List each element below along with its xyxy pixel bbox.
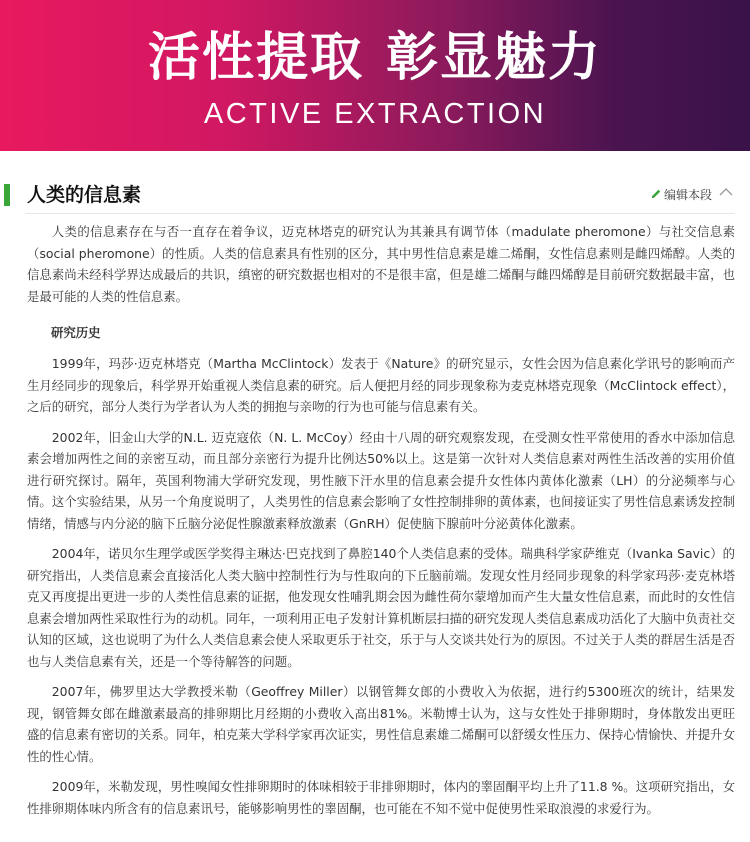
section-divider [25,213,735,214]
section-title: 人类的信息素 [27,184,142,206]
section-accent-bar [4,184,10,206]
intro-paragraph: 人类的信息素存在与否一直存在着争议，迈克林塔克的研究认为其兼具有调节体（madulate pheromone）与社交信息素（social pheromone）的性质。人类的信息素具有性别的区分，其中男性信息素是雄二烯酮，女性信息素则是雌四烯醇。人类的信息素尚未经科学界达成最后的共识，缜密的研究数据也相对的不是很丰富，但是雄二烯酮与雌四烯醇是目前研究数据最丰富，也是最可能的人类的性信息素。 [27,224,735,304]
pencil-icon [650,188,662,200]
edit-section-link[interactable] [650,187,712,203]
chevron-up-icon[interactable] [718,184,734,200]
banner-title-part2: 彰显魅力 [386,28,603,88]
history-paragraph-1999: 1999年，玛莎·迈克林塔克（Martha McClintock）发表于《Nature》的研究显示，女性会因为信息素化学讯号的影响而产生月经同步的现象后，科学界开始重视人类信息素的研究。后人便把月经的同步现象称为麦克林塔克现象（McClintock effect），之后的研究，部分人类行为学者认为人类的拥抱与亲吻的行为也可能与信息素有关。 [27,356,735,414]
history-paragraph-2004: 2004年，诺贝尔生理学或医学奖得主琳达·巴克找到了鼻腔140个人类信息素的受体。瑞典科学家萨维克（Ivanka Savic）的研究指出，人类信息素会直接活化人类大脑中控制性行为与性取向的下丘脑前端。发现女性月经同步现象的科学家玛莎·麦克林塔克又再度提出更进一步的人类性信息素的证据，他发现女性哺乳期会因为雌性荷尔蒙增加而产生大量女性信息素，而此时的女性信息素会增加两性采取性行为的动机。同年，一项利用正电子发射计算机断层扫描的研究发现人类信息素成功活化了大脑中负责社交认知的区域，这也说明了为什么人类信息素会使人采取更乐于社交，乐于与人交谈共处行为的原因。不过关于人类的群居生活是否也与人类信息素有关，还是一个等待解答的问题。 [27,546,735,669]
history-heading: 研究历史 [51,325,101,340]
banner [0,0,750,151]
banner-title [0,28,750,88]
section-header [0,180,750,212]
history-paragraph-2009: 2009年，米勒发现，男性嗅闻女性排卵期时的体味相较于非排卵期时，体内的睾固酮平均上升了11.8 %。这项研究指出，女性排卵期体味内所含有的信息素讯号，能够影响男性的睾固酮，也可能在不知不觉中促使男性采取浪漫的求爱行为。 [27,779,735,816]
banner-title-part1: 活性提取 [147,28,364,88]
banner-subtitle: ACTIVE EXTRACTION [203,98,547,130]
history-paragraph-2002: 2002年，旧金山大学的N.L. 迈克寇依（N. L. McCoy）经由十八周的研究观察发现，在受测女性平常使用的香水中添加信息素会增加两性之间的亲密互动，而且部分亲密行为提升比例达50%以上。这是第一次针对人类信息素对两性生活改善的实用价值进行研究探讨。隔年，英国利物浦大学研究发现，男性腋下汗水里的信息素会提升女性体内黄体化激素（LH）的分泌频率与心情。这个实验结果，从另一个角度说明了，人类男性的信息素会影响了女性控制排卵的黄体素，也间接证实了男性信息素诱发控制情绪，情感与内分泌的脑下丘脑分泌促性腺激素释放激素（GnRH）促使脑下腺前叶分泌黄体化激素。 [27,429,735,531]
history-paragraph-2007: 2007年，佛罗里达大学教授米勒（Geoffrey Miller）以钢管舞女郎的小费收入为依据，进行约5300班次的统计，结果发现，钢管舞女郎在雌激素最高的排卵期比月经期的小费收入高出81%。米勒博士认为，这与女性处于排卵期时，身体散发出更旺盛的信息素有密切的关系。同年，柏克莱大学科学家再次证实，男性信息素雄二烯酮可以舒缓女性压力、保持心情愉快、并提升女性的性心情。 [27,684,735,764]
article-body [27,221,735,819]
edit-section-label: 编辑本段 [664,188,713,202]
